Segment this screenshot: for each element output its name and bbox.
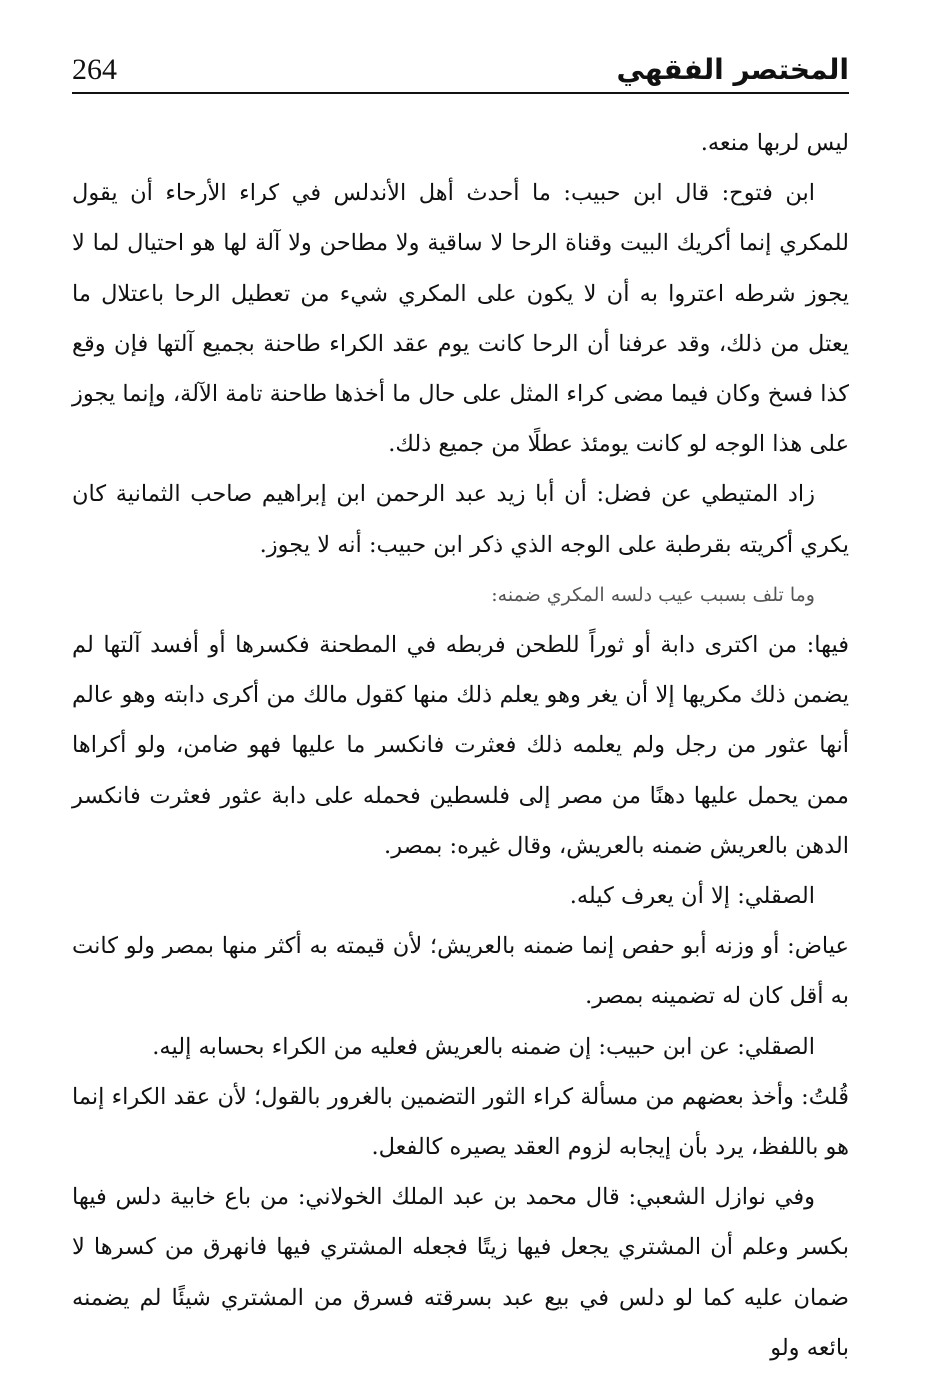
paragraph: وفي نوازل الشعبي: قال محمد بن عبد الملك الخولاني: من باع خابية دلس فيها بكسر وعلم أن المشتري يجعل فيها زيتًا فجعله المشتري فيها فانهرق من كسرها لا ضمان عليه كما لو دلس في بيع عبد بسرقته فسرق من المشتري شيئًا لم يضمنه بائعه ولو	[72, 1184, 849, 1361]
page-body	[72, 118, 849, 1373]
header-divider	[72, 92, 849, 94]
book-title: المختصر الفقهي	[616, 53, 849, 86]
paragraph: عياض: أو وزنه أبو حفص إنما ضمنه بالعريش؛ لأن قيمته به أكثر منها بمصر ولو كانت به أقل كان له تضمينه بمصر.	[72, 933, 849, 1010]
paragraph: زاد المتيطي عن فضل: أن أبا زيد عبد الرحمن ابن إبراهيم صاحب الثمانية كان يكري أكريته بقرطبة على الوجه الذي ذكر ابن حبيب: أنه لا يجوز.	[72, 481, 849, 558]
paragraph: قُلتُ: وأخذ بعضهم من مسألة كراء الثور التضمين بالغرور بالقول؛ لأن عقد الكراء إنما هو باللفظ، يرد بأن إيجابه لزوم العقد يصيره كالفعل.	[72, 1083, 849, 1161]
faded-paragraph: وما تلف بسبب عيب دلسه المكري ضمنه:	[491, 583, 815, 606]
paragraph: الصقلي: إلا أن يعرف كيله.	[569, 883, 815, 910]
page-number: 264	[72, 53, 117, 86]
paragraph: ابن فتوح: قال ابن حبيب: ما أحدث أهل الأندلس في كراء الأرحاء أن يقول للمكري إنما أكريك البيت وقناة الرحا لا ساقية ولا مطاحن ولا آلة لها هو احتيال لما لا يجوز شرطه اعتروا به أن لا يكون على المكري شيء من تعطيل الرحا باعتلال ما يعتل من ذلك، وقد عرفنا أن الرحا كانت يوم عقد الكراء طاحنة بجميع آلتها فإن وقع كذا فسخ وكان فيما مضى كراء المثل على حال ما أخذها طاحنة تامة الآلة، وإنما يجوز على هذا الوجه لو كانت يومئذ عطلًا من جميع ذلك.	[72, 180, 849, 458]
paragraph: ليس لربها منعه.	[700, 130, 849, 156]
paragraph: فيها: من اكترى دابة أو ثوراً للطحن فربطه في المطحنة فكسرها أو أفسد آلتها لم يضمن ذلك مكريها إلا أن يغر وهو يعلم ذلك منها كقول مالك من أكرى دابته وهو عالم أنها عثور من رجل ولم يعلمه ذلك فعثرت فانكسر ما عليها فهو ضامن، ولو أكراها ممن يحمل عليها دهنًا من مصر إلى فلسطين فحمله على دابة عثور فعثرت فانكسر الدهن بالعريش ضمنه بالعريش، وقال غيره: بمصر.	[72, 632, 849, 859]
page-header	[72, 38, 849, 88]
paragraph: الصقلي: عن ابن حبيب: إن ضمنه بالعريش فعليه من الكراء بحسابه إليه.	[152, 1033, 815, 1060]
